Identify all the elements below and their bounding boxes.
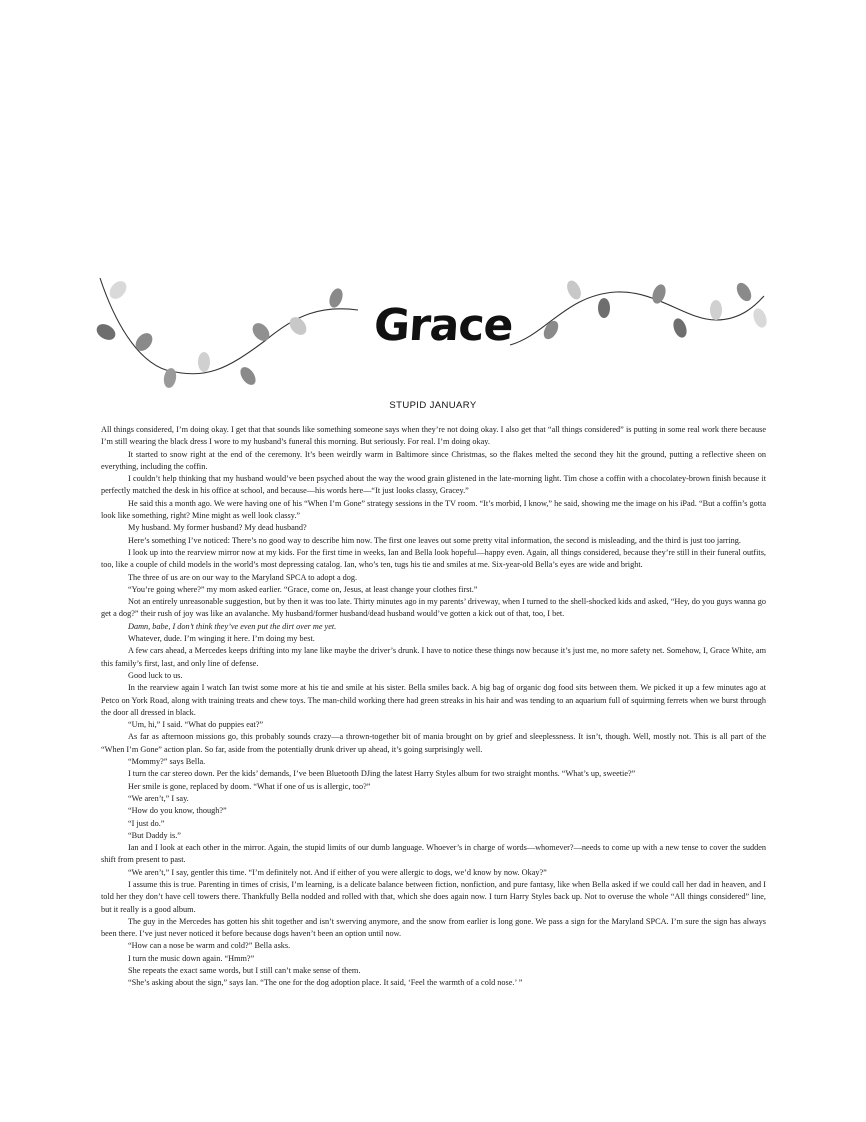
paragraph: Ian and I look at each other in the mirror. Again, the stupid limits of our dumb language. Whoever’s in charge of words—whomever?—needs to come up with a new tense to cover the sudden shift from present to past. [101,843,766,865]
chapter-body [101,424,766,990]
paragraph: I turn the car stereo down. Per the kids’ demands, I’ve been Bluetooth DJing the latest Harry Styles album for two straight months. “What’s up, sweetie?” [128,769,636,779]
paragraph: All things considered, I’m doing okay. I get that that sounds like something someone says when they’re not doing okay. I also get that “all things considered” is putting in some real work there because I’m still wearing the black dress I wore to my husband’s funeral this morning. But seriously. For real. I’m doing okay. [101,425,766,447]
light-bulb [237,364,258,387]
light-bulb [249,320,273,344]
light-bulb [162,367,177,389]
light-bulb [650,283,668,306]
light-bulb [598,298,610,318]
paragraph: Damn, babe, I don’t think they’ve even put the dirt over me yet. [128,621,337,631]
paragraph: “But Daddy is.” [128,830,181,840]
chapter-subtitle: STUPID JANUARY [389,400,477,411]
light-bulb [198,352,210,372]
paragraph: A few cars ahead, a Mercedes keeps drifting into my lane like maybe the driver’s drunk. I have to notice these things now because it’s just me, no more safety net. Somehow, I, Grace White, am this family’s first, last, and only line of defense. [101,646,766,668]
light-bulb [710,300,722,320]
paragraph: She repeats the exact same words, but I still can’t make sense of them. [128,966,361,976]
light-bulb [564,278,583,301]
light-bulb [132,330,156,354]
paragraph: I couldn’t help thinking that my husband would’ve been psyched about the way the wood grain glistened in the late-morning light. Tim chose a coffin with a chocolatey-brown finish because it perfectly matched the desk in his office at school, and because—his words here—“It just looks classy, Gracey.” [101,474,766,496]
paragraph: “How can a nose be warm and cold?” Bella asks. [128,941,291,951]
light-bulb [751,307,769,330]
paragraph: The guy in the Mercedes has gotten his shit together and isn’t swerving anymore, and the snow from earlier is long gone. We pass a sign for the Maryland SPCA. I’m sure the sign has always been there. I’ve just never noticed it before because dogs haven’t been an option until now. [101,916,766,939]
paragraph: Whatever, dude. I’m winging it here. I’m doing my best. [128,634,315,644]
paragraph: The three of us are on our way to the Maryland SPCA to adopt a dog. [128,572,358,582]
paragraph: “I just do.” [128,818,165,828]
paragraph: “You’re going where?” my mom asked earlier. “Grace, come on, Jesus, at least change your clothes first.” [128,584,478,594]
light-bulb [327,287,345,310]
paragraph: I turn the music down again. “Hmm?” [128,953,255,963]
paragraph: Not an entirely unreasonable suggestion, but by then it was too late. Thirty minutes ago in my parents’ driveway, when I turned to the shell-shocked kids and asked, “Hey, do you guys wanna go get a dog?” their rush of joy was like an avalanche. My husband/former husband/dead husband would’ve gotten a kick out of that, too, I bet. [101,597,766,619]
paragraph: “We aren’t,” I say. [128,793,189,803]
light-bulb [286,314,310,338]
left-light-string [100,278,358,374]
paragraph: “She’s asking about the sign,” says Ian. “The one for the dog adoption place. It said, ‘Feel the warmth of a cold nose.’ ” [128,978,523,988]
paragraph: Good luck to us. [128,670,183,680]
chapter-title: Grace [372,300,515,351]
paragraph: In the rearview again I watch Ian twist some more at his tie and smile at his sister. Bella smiles back. A big bag of organic dog food sits between them. We picked it up a few minutes ago at Petco on York Road, along with training treats and chew toys. The man-child working there had green streaks in his hair and was tending to an aquarium full of squirming ferrets when we burst through the door all dressed in black. [101,683,766,717]
light-bulb [106,278,130,302]
light-bulb [96,321,118,343]
paragraph: “Um, hi,” I said. “What do puppies eat?” [128,720,264,730]
paragraph: He said this a month ago. We were having one of his “When I’m Gone” strategy sessions in the TV room. “It’s morbid, I know,” he said, showing me the image on his iPad. “But a coffin’s gotta look like something, right? Mine might as well look classy.” [101,498,766,521]
light-bulb [541,318,561,341]
paragraph: It started to snow right at the end of the ceremony. It’s been weirdly warm in Baltimore since Christmas, so the flakes melted the second they hit the ground, putting a reflective sheen on everything, including the coffin. [101,449,766,471]
paragraph: “Mommy?” says Bella. [128,757,206,767]
light-bulb [734,280,754,303]
paragraph: As far as afternoon missions go, this probably sounds crazy—a thrown-together bit of mania brought on by grief and sleeplessness. It isn’t, though. Well, mostly not. This is all part of the “When I’m Gone” action plan. So far, aside from the potentially drunk driver up ahead, it’s going surprisingly well. [101,732,766,754]
paragraph: “How do you know, though?” [128,806,227,816]
paragraph: Here’s something I’ve noticed: There’s no good way to describe him now. The first one leaves out some pretty vital information, the second is misleading, and the third is just too jarring. [128,535,741,545]
light-bulb [671,317,689,340]
paragraph: Her smile is gone, replaced by doom. “What if one of us is allergic, too?” [128,781,371,791]
paragraph: I assume this is true. Parenting in times of crisis, I’m learning, is a delicate balance between fiction, nonfiction, and pure fantasy, like when Bella asked if we could call her dad in heaven, and I told her they don’t have cell towers there. Thankfully Bella nodded and rolled with that, which she does again now. I turn Harry Styles back up. Not to overuse the whole “All things considered” line, but it really is a good album. [101,879,766,914]
paragraph: My husband. My former husband? My dead husband? [128,523,307,533]
paragraph: I look up into the rearview mirror now at my kids. For the first time in weeks, Ian and Bella look hopeful—happy even. Again, all things considered, because they’re still in their funeral outfits, too, like a couple of child models in the world’s most depressing catalog. Ian, who’s ten, tugs his tie and smiles at me. Six-year-old Bella’s eyes are wide and bright. [101,547,766,570]
paragraph: “We aren’t,” I say, gentler this time. “I’m definitely not. And if either of you were allergic to dogs, we’d know by now. Okay?” [128,867,547,877]
